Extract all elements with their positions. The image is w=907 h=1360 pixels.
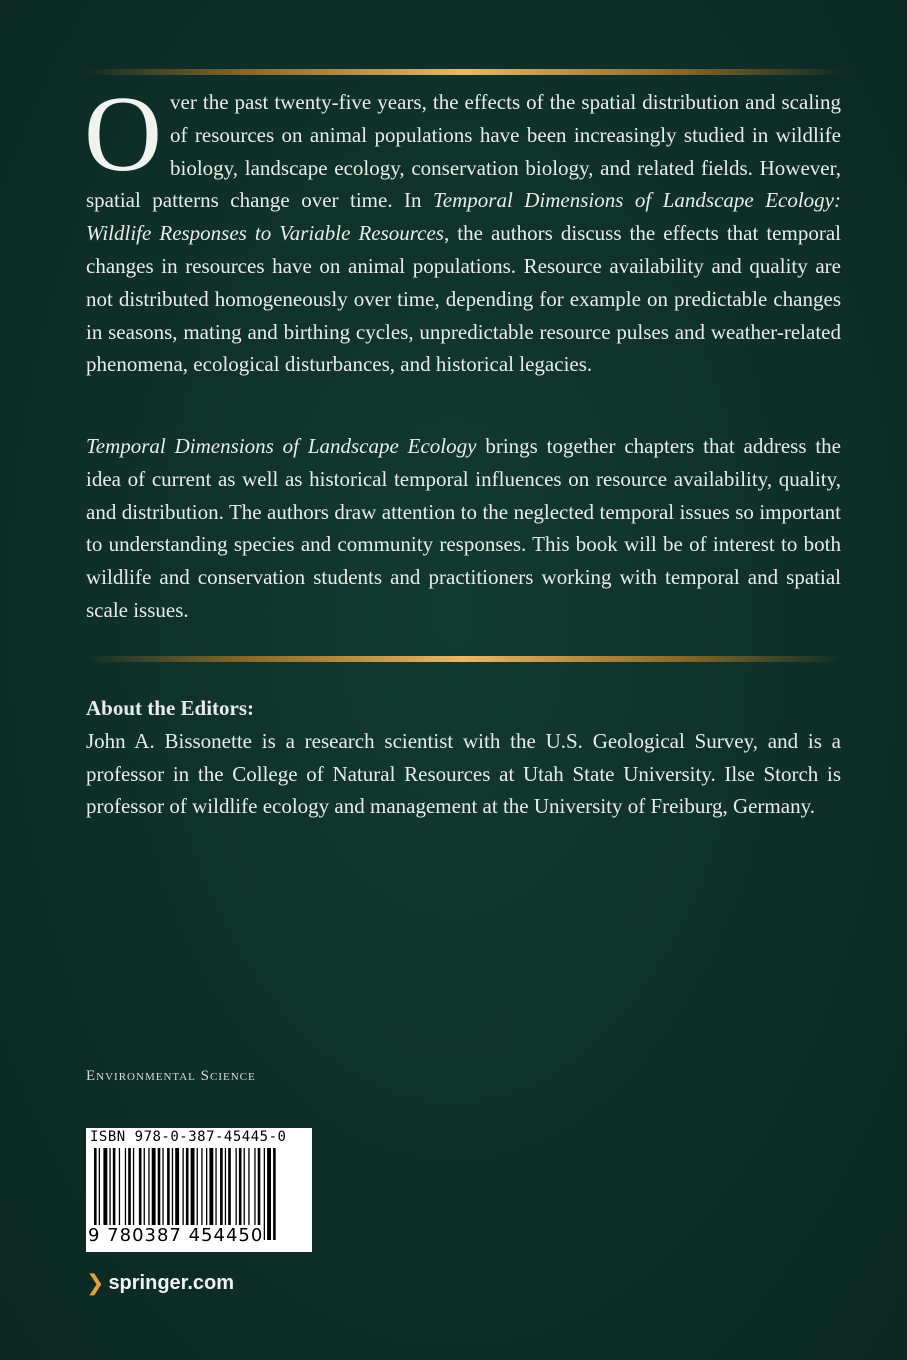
isbn-barcode — [86, 1128, 312, 1252]
chevron-right-icon: ❯ — [86, 1270, 105, 1295]
para2-text: brings together chapters that address the idea of current as well as historical temporal influences on resource availability, quality, and distribution. The authors draw attention to the neglected temporal issues so important to understanding species and community responses. This book will be of interest to both wildlife and conservation students and practitioners working with temporal and spatial scale issues. — [86, 434, 841, 622]
editors-text: John A. Bissonette is a research scientist with the U.S. Geological Survey, and is a professor in the College of Natural Resources at Utah State University. Ilse Storch is professor of wildlife ecology and management at the University of Freiburg, Germany. — [86, 728, 841, 819]
barcode-bar — [273, 1148, 276, 1240]
barcode-bar — [267, 1148, 271, 1240]
publisher-link[interactable] — [86, 1270, 234, 1296]
top-gold-rule — [86, 69, 841, 75]
book-title-short: Temporal Dimensions of Landscape Ecology — [86, 434, 477, 458]
book-title-full: Temporal Dimensions of Landscape Ecology: Wildlife Responses to Variable Resources — [86, 188, 841, 246]
para1-text-b: , the authors discuss the effects that temporal changes in resources have on animal populations. Resource availability and quality are not distributed homogeneously over time, depending for example on predictable changes in seasons, mating and birthing cycles, unpredictable resource pulses and weather-related phenomena, ecological disturbances, and historical legacies. — [86, 221, 841, 377]
barcode-bar — [264, 1148, 265, 1240]
about-editors — [86, 692, 841, 823]
editors-heading: About the Editors: — [86, 696, 255, 720]
publisher-name: springer.com — [108, 1271, 235, 1294]
para1-text-a: ver the past twenty-five years, the effects of the spatial distribution and scaling of resources on animal populations have been increasingly studied in wildlife biology, landscape ecology, conservation biology, and related fields. However, spatial patterns change over time. In — [86, 90, 841, 213]
middle-gold-rule — [86, 656, 841, 662]
subject-category: Environmental Science — [86, 1068, 256, 1084]
description-paragraph-1 — [84, 75, 841, 381]
drop-cap: O — [84, 75, 162, 194]
barcode-digits: 9 780387 454450 — [88, 1225, 264, 1246]
isbn-label: ISBN 978-0-387-45445-0 — [90, 1129, 287, 1145]
description-paragraph-2 — [86, 430, 841, 627]
